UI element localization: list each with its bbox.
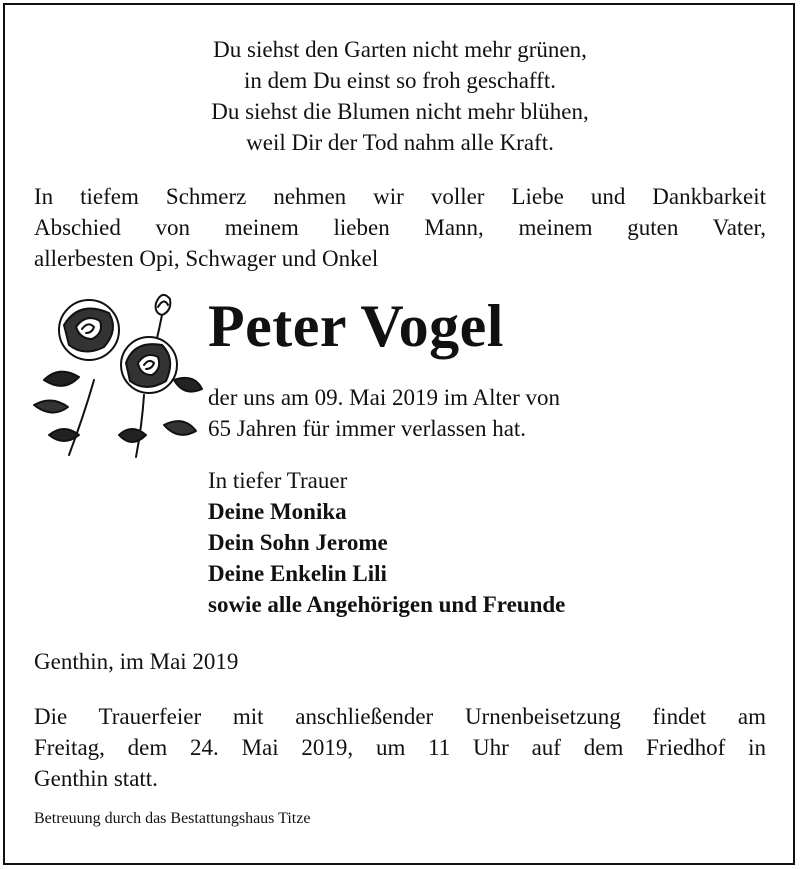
deceased-name: Peter Vogel: [208, 293, 504, 359]
funeral-service-info: [34, 701, 766, 794]
mourners: [208, 465, 565, 620]
roses-icon: [24, 285, 204, 465]
service-line: Die Trauerfeier mit anschließender Urnenbeisetzung findet am: [34, 704, 766, 729]
mourner-name: Deine Enkelin Lili: [208, 561, 387, 586]
poem-line: in dem Du einst so froh geschafft.: [244, 68, 556, 93]
mourners-heading: In tiefer Trauer: [208, 468, 348, 493]
mourner-name: Dein Sohn Jerome: [208, 530, 388, 555]
intro-line: allerbesten Opi, Schwager und Onkel: [34, 246, 379, 271]
poem-line: Du siehst den Garten nicht mehr grünen,: [213, 37, 587, 62]
poem: [0, 34, 800, 158]
poem-line: weil Dir der Tod nahm alle Kraft.: [246, 130, 554, 155]
undertaker-note: Betreuung durch das Bestattungshaus Titze: [34, 810, 311, 827]
poem-line: Du siehst die Blumen nicht mehr blühen,: [211, 99, 589, 124]
mourner-name: Deine Monika: [208, 499, 347, 524]
death-notice: [208, 382, 560, 444]
service-line: Freitag, dem 24. Mai 2019, um 11 Uhr auf dem Friedhof in: [34, 735, 766, 760]
intro-text: [34, 181, 766, 274]
intro-line: In tiefem Schmerz nehmen wir voller Liebe und Dankbarkeit: [34, 184, 766, 209]
place-date: Genthin, im Mai 2019: [34, 649, 239, 674]
death-notice-line: 65 Jahren für immer verlassen hat.: [208, 416, 527, 441]
intro-line: Abschied von meinem lieben Mann, meinem guten Vater,: [34, 215, 766, 240]
service-line: Genthin statt.: [34, 766, 158, 791]
mourner-name: sowie alle Angehörigen und Freunde: [208, 592, 566, 617]
death-notice-line: der uns am 09. Mai 2019 im Alter von: [208, 385, 560, 410]
